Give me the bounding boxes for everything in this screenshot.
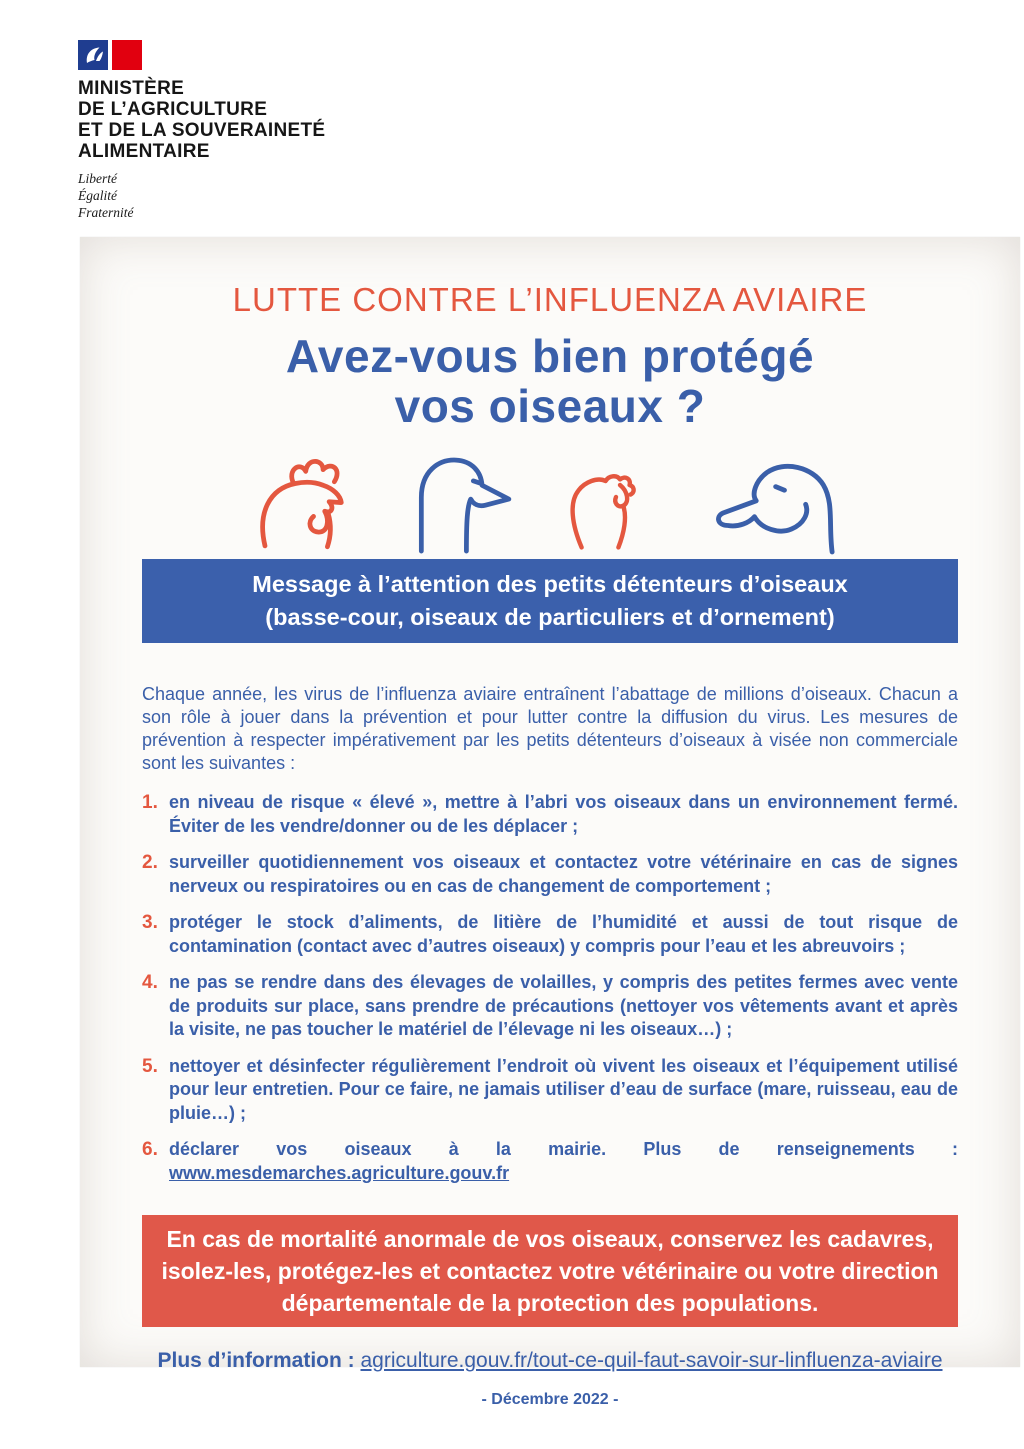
ministry-name bbox=[78, 78, 498, 162]
measure-number: 4. bbox=[142, 972, 158, 993]
republic-motto bbox=[78, 170, 498, 221]
poster-kicker: LUTTE CONTRE L’INFLUENZA AVIAIRE bbox=[232, 281, 868, 318]
chicken-head-icon bbox=[252, 447, 382, 559]
alert-line: départementale de la protection des populations. bbox=[281, 1290, 819, 1316]
poster-title-line: vos oiseaux ? bbox=[394, 380, 706, 432]
ministry-name-line: ALIMENTAIRE bbox=[78, 141, 210, 162]
measure-number: 2. bbox=[142, 852, 158, 873]
more-info-line bbox=[142, 1349, 958, 1373]
measure-text: en niveau de risque « élevé », mettre à l’abri vos oiseaux dans un environnement fermé. Éviter de les vendre/donner ou de les déplacer ; bbox=[169, 792, 958, 836]
ministry-header bbox=[78, 40, 498, 221]
measure-item-5 bbox=[142, 1055, 958, 1126]
measures-list bbox=[142, 791, 958, 1185]
measure-number: 6. bbox=[142, 1139, 158, 1160]
measure-item-4 bbox=[142, 971, 958, 1042]
measure-text: protéger le stock d’aliments, de litière de l’humidité et aussi de tout risque de contamination (contact avec d’autres oiseaux) y compris pour l’eau et les abreuvoirs ; bbox=[169, 912, 958, 956]
motto-line: Liberté bbox=[78, 171, 117, 186]
measure-number: 1. bbox=[142, 792, 158, 813]
audience-banner bbox=[142, 559, 958, 643]
agriculture-gouv-link[interactable]: agriculture.gouv.fr/tout-ce-quil-faut-savoir-sur-linfluenza-aviaire bbox=[360, 1349, 943, 1372]
duck-head-icon bbox=[698, 447, 848, 559]
intro-paragraph: Chaque année, les virus de l’influenza aviaire entraînent l’abattage de millions d’oiseaux. Chacun a son rôle à jouer dans la prévention et pour lutter contre la diffusion du virus. Les mesures de prévention à respecter impérativement par les petits détenteurs d’oiseaux à visée non commerciale sont les suivantes : bbox=[142, 684, 958, 773]
motto-line: Égalité bbox=[78, 188, 117, 203]
ministry-name-line: ET DE LA SOUVERAINETÉ bbox=[78, 120, 326, 141]
turkey-head-icon bbox=[556, 447, 676, 559]
audience-banner-line: Message à l’attention des petits détenteurs d’oiseaux bbox=[252, 571, 848, 597]
more-info-label: Plus d’information : bbox=[157, 1349, 355, 1372]
audience-banner-line: (basse-cour, oiseaux de particuliers et d’ornement) bbox=[265, 604, 835, 630]
measure-text: nettoyer et désinfecter régulièrement l’endroit où vivent les oiseaux et l’équipement utilisé pour leur entretien. Pour ce faire, ne jamais utiliser d’eau de surface (mare, ruisseau, eau de pluie…) ; bbox=[169, 1055, 958, 1123]
measure-item-1 bbox=[142, 791, 958, 838]
bird-illustrations bbox=[142, 441, 958, 559]
french-republic-flag-logo-icon bbox=[78, 40, 144, 72]
measure-text: surveiller quotidiennement vos oiseaux et contactez votre vétérinaire en cas de signes nerveux ou respiratoires ou en cas de changement de comportement ; bbox=[169, 852, 958, 896]
measure-number: 5. bbox=[142, 1055, 158, 1077]
motto-line: Fraternité bbox=[78, 205, 134, 220]
measure-item-3 bbox=[142, 911, 958, 958]
measure-number: 3. bbox=[142, 912, 158, 933]
measure-item-6 bbox=[142, 1138, 958, 1185]
measure-text: déclarer vos oiseaux à la mairie. Plus de renseignements : bbox=[169, 1139, 958, 1159]
poster-title bbox=[142, 331, 958, 431]
measure-item-2 bbox=[142, 851, 958, 898]
goose-head-icon bbox=[404, 447, 534, 559]
ministry-name-line: DE L’AGRICULTURE bbox=[78, 99, 268, 120]
poster-title-line: Avez-vous bien protégé bbox=[285, 330, 815, 382]
alert-line: En cas de mortalité anormale de vos oiseaux, conservez les cadavres, bbox=[166, 1226, 934, 1252]
publication-date: - Décembre 2022 - bbox=[481, 1391, 619, 1408]
mortality-alert-banner bbox=[142, 1215, 958, 1327]
mesdemarches-link[interactable]: www.mesdemarches.agriculture.gouv.fr bbox=[169, 1162, 510, 1183]
measure-text: ne pas se rendre dans des élevages de volailles, y compris des petites fermes avec vente de produits sur place, sans prendre de précautions (nettoyer vos vêtements avant et après la visite, ne pas toucher le matériel de l’élevage ni les oiseaux…) ; bbox=[169, 972, 958, 1039]
alert-line: isolez-les, protégez-les et contactez votre vétérinaire ou votre direction bbox=[161, 1258, 939, 1284]
poster-card bbox=[80, 237, 1020, 1408]
ministry-name-line: MINISTÈRE bbox=[78, 78, 185, 99]
